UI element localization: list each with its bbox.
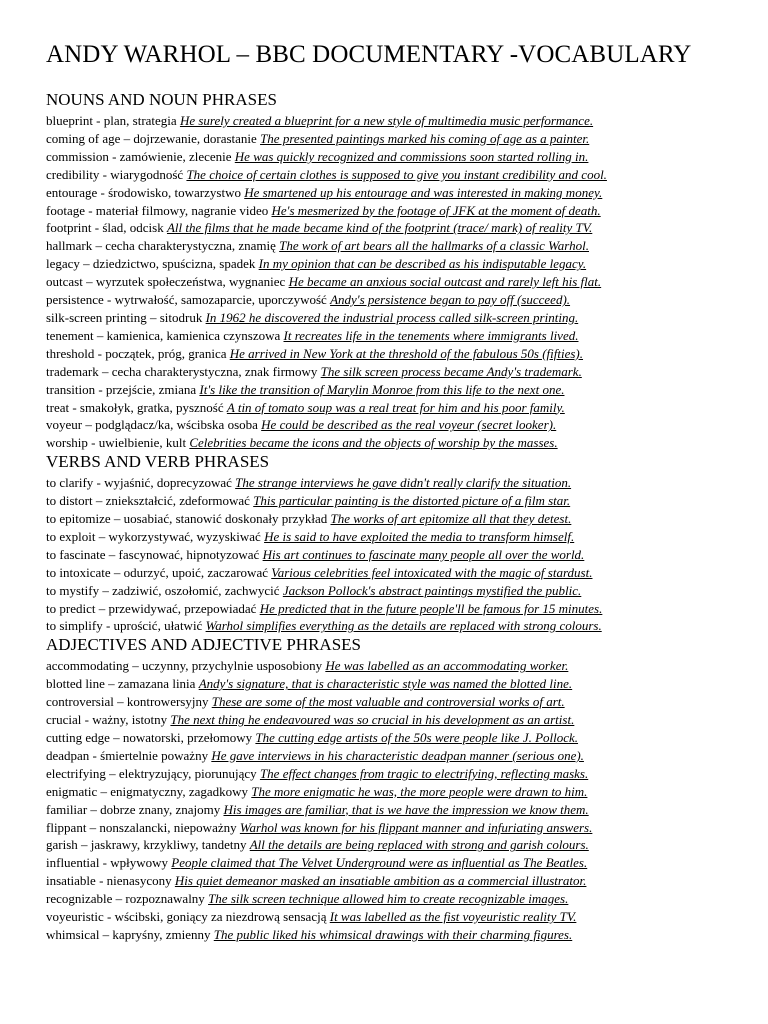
vocab-entry <box>46 908 738 926</box>
vocab-entry <box>46 657 738 675</box>
vocab-term: outcast – wyrzutek społeczeństwa, wygnaniec <box>46 274 286 290</box>
vocab-term: hallmark – cecha charakterystyczna, znamię <box>46 238 276 254</box>
vocab-term: enigmatic – enigmatyczny, zagadkowy <box>46 783 249 799</box>
vocab-term: transition - przejście, zmiana <box>46 381 197 397</box>
vocab-entry <box>46 345 738 363</box>
vocab-entry <box>46 854 738 872</box>
vocab-term: voyeur – podglądacz/ka, wścibska osoba <box>46 417 258 433</box>
example-sentence: People claimed that The Velvet Underground were as influential as The Beatles. <box>171 855 588 871</box>
example-sentence: The choice of certain clothes is supposed to give you instant credibility and cool. <box>186 166 607 182</box>
vocab-entry <box>46 747 738 765</box>
vocab-term: footprint - ślad, odcisk <box>46 220 164 236</box>
example-sentence: All the films that he made became kind of the footprint (trace/ mark) of reality TV. <box>166 220 593 236</box>
example-sentence: It's like the transition of Marylin Monroe from this life to the next one. <box>199 381 565 397</box>
example-sentence: He arrived in New York at the threshold of the fabulous 50s (fifties). <box>229 345 584 361</box>
example-sentence: Various celebrities feel intoxicated with the magic of stardust. <box>271 564 593 580</box>
example-sentence: He gave interviews in his characteristic deadpan manner (serious one). <box>211 747 584 763</box>
vocab-entry <box>46 564 738 582</box>
example-sentence: The strange interviews he gave didn't really clarify the situation. <box>235 475 572 491</box>
vocab-entry <box>46 729 738 747</box>
vocab-term: to exploit – wykorzystywać, wyzyskiwać <box>46 528 261 544</box>
vocab-term: to simplify - uprościć, ułatwić <box>46 618 203 634</box>
vocab-entry <box>46 255 738 273</box>
example-sentence: In my opinion that can be described as his indisputable legacy. <box>258 256 587 272</box>
vocab-term: coming of age – dojrzewanie, dorastanie <box>46 130 257 146</box>
vocab-entry <box>46 474 738 492</box>
vocab-term: flippant – nonszalancki, niepoważny <box>46 819 237 835</box>
vocab-entry <box>46 112 738 130</box>
vocab-term: entourage - środowisko, towarzystwo <box>46 184 241 200</box>
vocab-entry <box>46 528 738 546</box>
vocab-term: cutting edge – nowatorski, przełomowy <box>46 730 253 745</box>
vocab-entry <box>46 166 738 184</box>
example-sentence: All the details are being replaced with strong and garish colours. <box>249 837 589 853</box>
example-sentence: The presented paintings marked his coming of age as a painter. <box>260 130 590 146</box>
example-sentence: A tin of tomato soup was a real treat for him and his poor family. <box>226 399 565 415</box>
example-sentence: Jackson Pollock's abstract paintings mystified the public. <box>282 582 582 598</box>
vocab-term: influential - wpływowy <box>46 855 169 871</box>
vocab-term: treat - smakołyk, gratka, pyszność <box>46 399 224 415</box>
vocab-entry <box>46 381 738 399</box>
vocab-entry <box>46 492 738 510</box>
vocab-entry <box>46 363 738 381</box>
example-sentence: The silk screen process became Andy's trademark. <box>320 363 582 379</box>
vocab-term: tenement – kamienica, kamienica czynszowa <box>46 327 281 343</box>
vocab-term: footage - materiał filmowy, nagranie video <box>46 202 269 218</box>
vocab-entry <box>46 675 738 693</box>
example-sentence: He smartened up his entourage and was interested in making money. <box>244 184 603 200</box>
vocab-term: garish – jaskrawy, krzykliwy, tandetny <box>46 837 247 853</box>
vocab-term: commission - zamówienie, zlecenie <box>46 148 232 164</box>
vocab-term: persistence - wytrwałość, samozaparcie, uporczywość <box>46 292 327 308</box>
example-sentence: His art continues to fascinate many people all over the world. <box>262 546 585 562</box>
vocab-section <box>46 635 738 944</box>
vocabulary-sections <box>46 90 738 944</box>
example-sentence: He predicted that in the future people'll be famous for 15 minutes. <box>259 600 603 616</box>
example-sentence: He was labelled as an accommodating worker. <box>325 658 569 674</box>
section-heading: VERBS AND VERB PHRASES <box>46 452 270 472</box>
example-sentence: Celebrities became the icons and the objects of worship by the masses. <box>189 435 558 451</box>
vocab-entry <box>46 926 738 944</box>
vocab-term: credibility - wiarygodność <box>46 166 184 182</box>
example-sentence: The next thing he endeavoured was so crucial in his development as an artist. <box>170 712 575 728</box>
vocab-entry <box>46 416 738 434</box>
vocab-term: whimsical – kapryśny, zmienny <box>46 926 211 942</box>
vocab-entry <box>46 890 738 908</box>
vocab-entry <box>46 711 738 729</box>
vocab-entry <box>46 219 738 237</box>
vocab-term: deadpan - śmiertelnie poważny <box>46 747 209 763</box>
vocab-term: threshold - początek, próg, granica <box>46 345 227 361</box>
vocab-entry <box>46 872 738 890</box>
example-sentence: The effect changes from tragic to electrifying, reflecting masks. <box>259 765 589 781</box>
vocab-entry <box>46 510 738 528</box>
example-sentence: The cutting edge artists of the 50s were people like J. Pollock. <box>255 730 579 745</box>
example-sentence: He became an anxious social outcast and rarely left his flat. <box>288 274 602 290</box>
vocab-entry <box>46 600 738 618</box>
vocab-entry <box>46 836 738 854</box>
vocab-term: silk-screen printing – sitodruk <box>46 309 203 325</box>
example-sentence: The more enigmatic he was, the more people were drawn to him. <box>251 783 588 799</box>
example-sentence: Warhol simplifies everything as the details are replaced with strong colours. <box>205 618 602 634</box>
example-sentence: The public liked his whimsical drawings with their charming figures. <box>213 926 573 942</box>
vocab-entry <box>46 202 738 220</box>
example-sentence: He was quickly recognized and commissions soon started rolling in. <box>234 148 589 164</box>
vocab-term: to clarify - wyjaśnić, doprecyzować <box>46 475 232 491</box>
section-heading: ADJECTIVES AND ADJECTIVE PHRASES <box>46 635 361 655</box>
example-sentence: The silk screen technique allowed him to create recognizable images. <box>208 891 569 907</box>
document-title: ANDY WARHOL – BBC DOCUMENTARY -VOCABULARY <box>46 41 692 68</box>
example-sentence: Warhol was known for his flippant manner and infuriating answers. <box>239 819 593 835</box>
section-heading: NOUNS AND NOUN PHRASES <box>46 90 277 109</box>
vocab-entry <box>46 819 738 837</box>
vocab-term: blotted line – zamazana linia <box>46 676 196 692</box>
vocab-entry <box>46 546 738 564</box>
vocab-entry <box>46 617 738 635</box>
vocab-entry <box>46 801 738 819</box>
example-sentence: He could be described as the real voyeur (secret looker). <box>261 417 557 433</box>
vocab-term: trademark – cecha charakterystyczna, znak firmowy <box>46 363 318 379</box>
vocab-entry <box>46 765 738 783</box>
vocab-term: familiar – dobrze znany, znajomy <box>46 801 221 817</box>
vocab-entry <box>46 582 738 600</box>
vocab-term: to distort – zniekształcić, zdeformować <box>46 493 250 509</box>
vocab-term: accommodating – uczynny, przychylnie usposobiony <box>46 658 323 674</box>
vocab-term: legacy – dziedzictwo, spuścizna, spadek <box>46 256 256 272</box>
example-sentence: It was labelled as the fist voyeuristic reality TV. <box>329 909 577 925</box>
vocab-term: controversial – kontrowersyjny <box>46 694 209 710</box>
vocab-term: insatiable - nienasycony <box>46 873 172 889</box>
example-sentence: Andy's persistence began to pay off (succeed). <box>330 292 571 308</box>
example-sentence: The works of art epitomize all that they detest. <box>330 511 572 527</box>
vocab-entry <box>46 434 738 452</box>
vocab-entry <box>46 309 738 327</box>
example-sentence: His quiet demeanor masked an insatiable ambition as a commercial illustrator. <box>174 873 587 889</box>
vocab-section <box>46 90 738 452</box>
vocab-entry <box>46 130 738 148</box>
vocab-entry <box>46 291 738 309</box>
vocab-term: blueprint - plan, strategia <box>46 113 177 128</box>
example-sentence: He surely created a blueprint for a new style of multimedia music performance. <box>179 113 594 128</box>
vocab-term: to predict – przewidywać, przepowiadać <box>46 600 257 616</box>
vocab-section <box>46 452 738 635</box>
example-sentence: In 1962 he discovered the industrial process called silk-screen printing. <box>205 309 579 325</box>
vocab-term: recognizable – rozpoznawalny <box>46 891 205 907</box>
vocab-term: to epitomize – uosabiać, stanowić doskonały przykład <box>46 511 328 527</box>
vocab-term: to mystify – zadziwić, oszołomić, zachwycić <box>46 582 280 598</box>
example-sentence: He is said to have exploited the media to transform himself. <box>264 528 575 544</box>
example-sentence: This particular painting is the distorted picture of a film star. <box>253 493 571 509</box>
example-sentence: The work of art bears all the hallmarks of a classic Warhol. <box>279 238 589 254</box>
example-sentence: These are some of the most valuable and controversial works of art. <box>211 694 565 710</box>
vocab-entry <box>46 148 738 166</box>
example-sentence: He's mesmerized by the footage of JFK at the moment of death. <box>271 202 601 218</box>
vocab-entry <box>46 327 738 345</box>
vocab-entry <box>46 693 738 711</box>
vocab-entry <box>46 237 738 255</box>
vocab-entry <box>46 399 738 417</box>
vocab-entry <box>46 184 738 202</box>
vocab-term: to intoxicate – odurzyć, upoić, zaczarować <box>46 564 268 580</box>
vocab-term: voyeuristic - wścibski, goniący za niezdrową sensacją <box>46 909 327 925</box>
vocab-term: worship - uwielbienie, kult <box>46 435 187 451</box>
example-sentence: His images are familiar, that is we have the impression we know them. <box>223 801 589 817</box>
vocab-entry <box>46 273 738 291</box>
example-sentence: It recreates life in the tenements where immigrants lived. <box>283 327 579 343</box>
vocab-entry <box>46 783 738 801</box>
example-sentence: Andy's signature, that is characteristic style was named the blotted line. <box>198 676 573 692</box>
vocab-term: crucial - ważny, istotny <box>46 712 168 728</box>
vocab-term: electrifying – elektryzujący, piorunujący <box>46 765 257 781</box>
vocab-term: to fascinate – fascynować, hipnotyzować <box>46 546 260 562</box>
